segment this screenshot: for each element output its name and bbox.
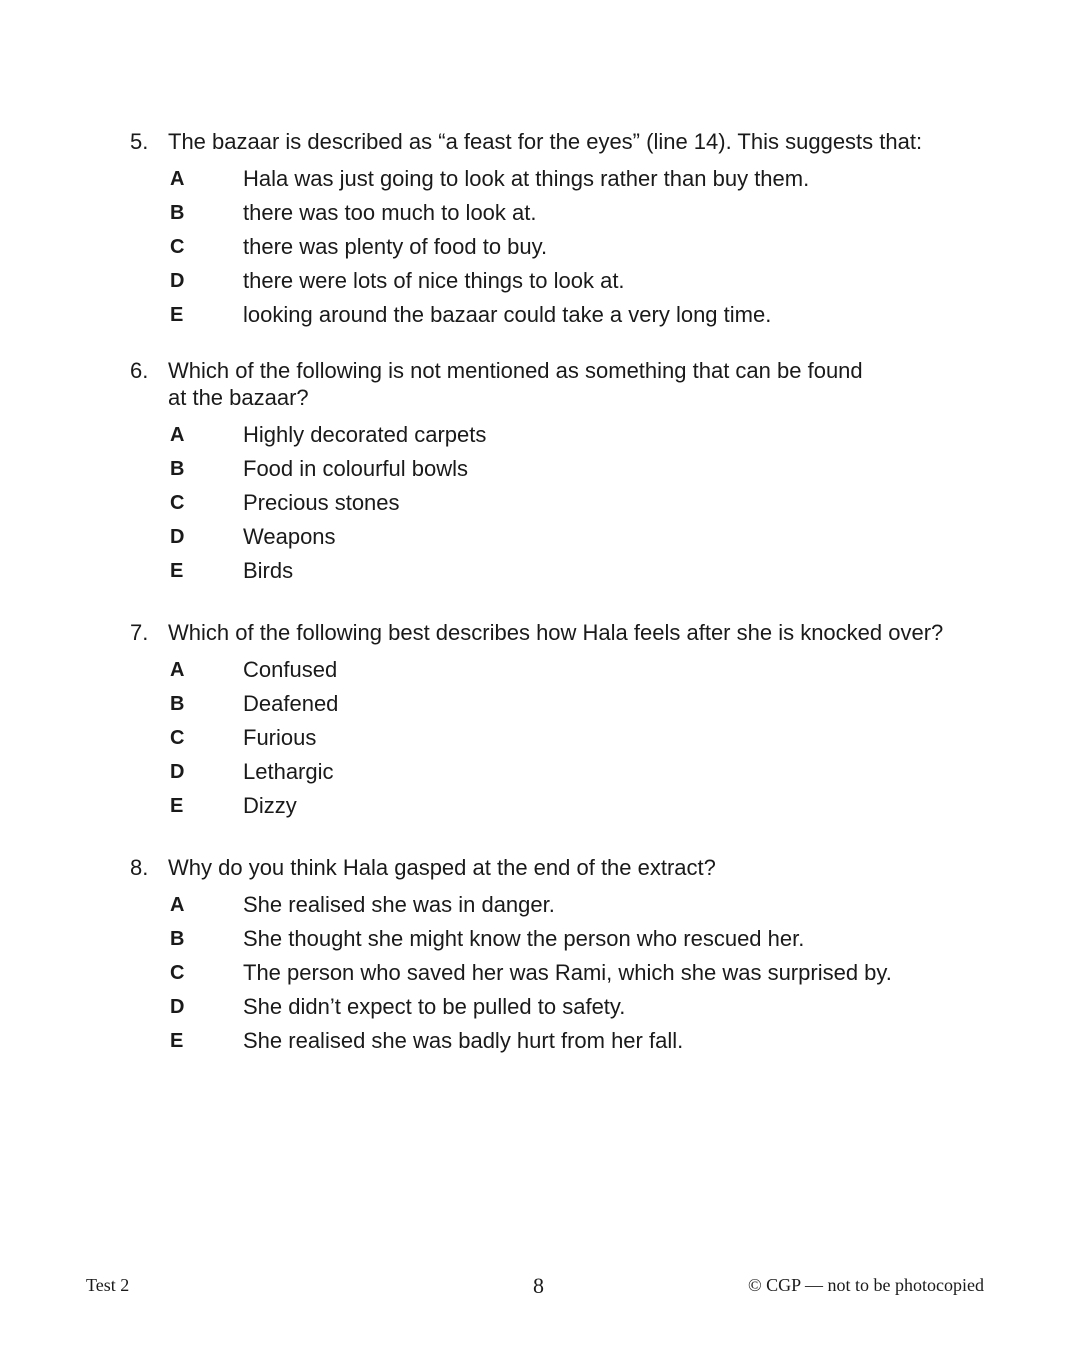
question-text: The bazaar is described as “a feast for the eyes” (line 14). This suggests that: — [168, 129, 923, 154]
option-text: She realised she was badly hurt from her fall. — [243, 1028, 684, 1053]
answer-options — [130, 418, 960, 588]
question-8-header — [130, 854, 960, 881]
option-text: She didn’t expect to be pulled to safety. — [243, 994, 626, 1019]
answer-option-a[interactable] — [130, 162, 960, 196]
option-text: there was too much to look at. — [243, 200, 537, 225]
question-6-header — [130, 357, 960, 411]
option-letter: D — [170, 269, 185, 292]
answer-option-e[interactable] — [130, 298, 960, 332]
footer-test-label: Test 2 — [86, 1275, 130, 1295]
answer-option-c[interactable] — [130, 721, 960, 755]
option-letter: D — [170, 760, 185, 783]
answer-option-c[interactable] — [130, 956, 960, 990]
option-text: Food in colourful bowls — [243, 456, 469, 481]
answer-options — [130, 888, 960, 1058]
question-6 — [130, 357, 960, 588]
option-letter: C — [170, 726, 185, 749]
option-text: Precious stones — [243, 490, 400, 515]
option-text: Highly decorated carpets — [243, 422, 487, 447]
option-letter: E — [170, 794, 184, 817]
option-letter: B — [170, 457, 185, 480]
answer-option-b[interactable] — [130, 687, 960, 721]
answer-option-c[interactable] — [130, 486, 960, 520]
footer-copyright: © CGP — not to be photocopied — [748, 1275, 984, 1295]
answer-option-d[interactable] — [130, 990, 960, 1024]
option-text: She realised she was in danger. — [243, 892, 555, 917]
question-text: Why do you think Hala gasped at the end of the extract? — [168, 855, 716, 880]
answer-options — [130, 162, 960, 332]
option-letter: C — [170, 235, 185, 258]
option-text: Deafened — [243, 691, 339, 716]
answer-option-a[interactable] — [130, 888, 960, 922]
question-5 — [130, 128, 960, 332]
question-7-header — [130, 619, 960, 646]
answer-option-d[interactable] — [130, 264, 960, 298]
answer-option-d[interactable] — [130, 755, 960, 789]
question-5-header — [130, 128, 960, 155]
option-letter: E — [170, 559, 184, 582]
option-letter: A — [170, 167, 185, 190]
option-text: Furious — [243, 725, 317, 750]
answer-options — [130, 653, 960, 823]
answer-option-c[interactable] — [130, 230, 960, 264]
option-letter: A — [170, 893, 185, 916]
question-number: 8. — [130, 855, 149, 880]
option-letter: D — [170, 995, 185, 1018]
option-letter: C — [170, 961, 185, 984]
question-number: 7. — [130, 620, 149, 645]
answer-option-a[interactable] — [130, 653, 960, 687]
answer-option-b[interactable] — [130, 452, 960, 486]
answer-option-d[interactable] — [130, 520, 960, 554]
option-letter: B — [170, 201, 185, 224]
question-7 — [130, 619, 960, 823]
option-letter: B — [170, 927, 185, 950]
footer-page-number: 8 — [533, 1273, 544, 1298]
option-text: there was plenty of food to buy. — [243, 234, 548, 259]
option-letter: E — [170, 1029, 184, 1052]
answer-option-e[interactable] — [130, 554, 960, 588]
option-letter: B — [170, 692, 185, 715]
option-letter: D — [170, 525, 185, 548]
option-letter: A — [170, 658, 185, 681]
option-text: looking around the bazaar could take a very long time. — [243, 302, 772, 327]
question-text: Which of the following is not mentioned as something that can be found at the bazaar? — [168, 358, 863, 410]
question-number: 6. — [130, 358, 149, 383]
question-8 — [130, 854, 960, 1058]
option-text: The person who saved her was Rami, which she was surprised by. — [243, 960, 892, 985]
option-text: Confused — [243, 657, 338, 682]
answer-option-e[interactable] — [130, 789, 960, 823]
option-text: Hala was just going to look at things rather than buy them. — [243, 166, 810, 191]
answer-option-b[interactable] — [130, 196, 960, 230]
question-number: 5. — [130, 129, 149, 154]
question-text: Which of the following best describes how Hala feels after she is knocked over? — [168, 620, 944, 645]
option-letter: C — [170, 491, 185, 514]
option-letter: A — [170, 423, 185, 446]
answer-option-b[interactable] — [130, 922, 960, 956]
option-text: Lethargic — [243, 759, 334, 784]
option-text: Birds — [243, 558, 294, 583]
answer-option-a[interactable] — [130, 418, 960, 452]
option-text: there were lots of nice things to look at. — [243, 268, 625, 293]
option-text: She thought she might know the person who rescued her. — [243, 926, 805, 951]
answer-option-e[interactable] — [130, 1024, 960, 1058]
option-text: Weapons — [243, 524, 336, 549]
option-letter: E — [170, 303, 184, 326]
option-text: Dizzy — [243, 793, 297, 818]
